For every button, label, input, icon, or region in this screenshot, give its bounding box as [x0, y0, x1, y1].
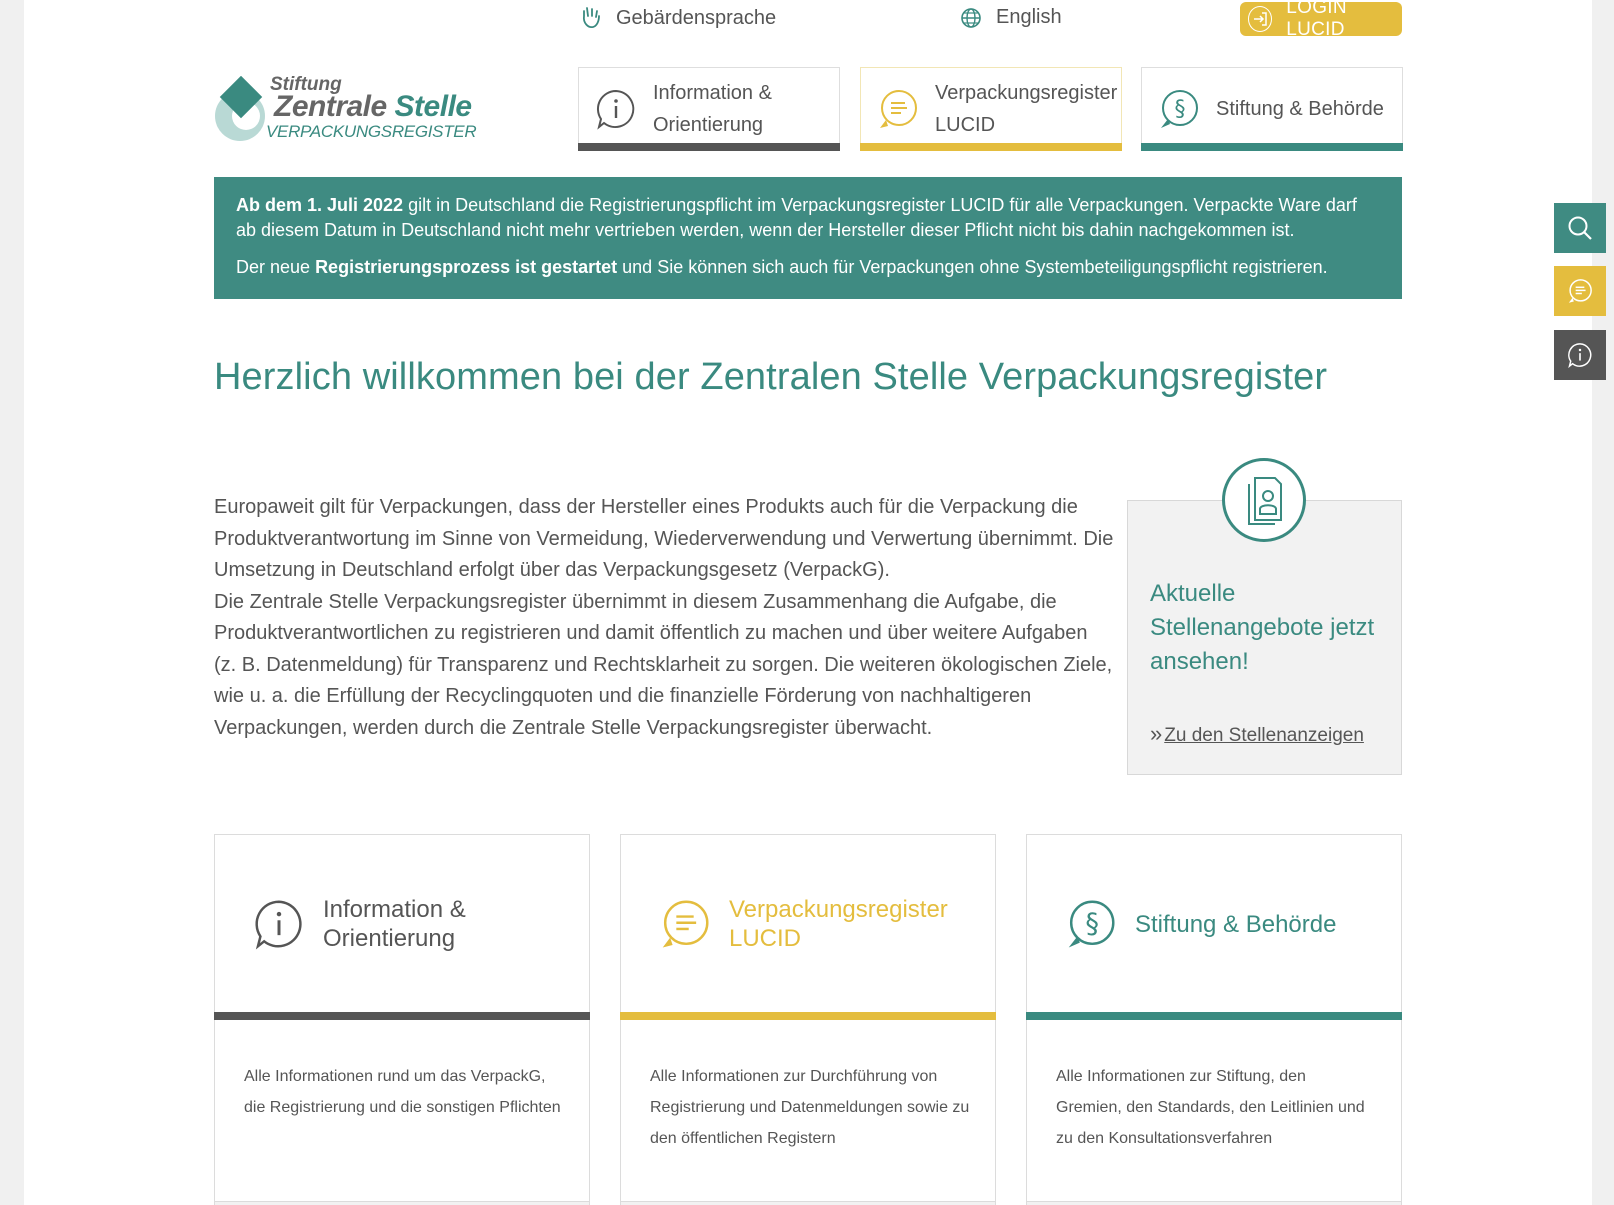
utility-bar: [24, 0, 1592, 40]
card-lucid-head: [621, 835, 995, 1013]
nav-tab-lucid[interactable]: [860, 67, 1122, 151]
login-icon: [1248, 6, 1272, 32]
notice-p1-rest: gilt in Deutschland die Registrierungspflicht im Verpackungsregister LUCID für alle Verpackungen. Verpackte Ware darf ab diesem Datum in Deutschland nicht mehr vertrieben werden, wenn der Hersteller dieser Pflicht nicht bis dahin nachgekommen ist.: [236, 195, 1357, 240]
logo-line3a: VERPACKUNGS: [266, 122, 392, 141]
paragraph-icon: [1065, 898, 1117, 950]
nav-tab-information-label: [653, 77, 772, 141]
card-stiftung[interactable]: [1026, 834, 1402, 1205]
side-search-button[interactable]: [1554, 203, 1606, 253]
globe-icon: [960, 7, 982, 29]
intro-paragraph-2: Die Zentrale Stelle Verpackungsregister übernimmt in diesem Zusammenhang die Aufgabe, die Produktverantwortlichen zu registrieren und damit öffentlich zu machen und über weitere Aufgaben (z. B. Datenmeldung) für Transparenz und Rechtsklarheit zu sorgen. Die weiteren ökologischen Ziele, wie u. a. die Erfüllung der Recyclingquoten und die finanzielle Förderung von nachhaltigeren Verpackungen, werden durch die Zentrale Stelle Verpackungsregister überwacht.: [214, 590, 1113, 739]
nav-tab-stiftung-bar: [1141, 143, 1403, 151]
lucid-icon: [1567, 278, 1593, 304]
card-lucid[interactable]: [620, 834, 996, 1205]
search-icon: [1567, 215, 1593, 241]
logo-line3b: REGISTER: [391, 122, 477, 141]
notice-paragraph-2: [236, 255, 1380, 280]
double-chevron-icon: »: [1150, 721, 1163, 746]
job-badge: [1222, 458, 1306, 542]
card-information-bar: [214, 1012, 590, 1020]
card-stiftung-bar: [1026, 1012, 1402, 1020]
language-label: English: [996, 6, 1062, 28]
language-link[interactable]: [960, 6, 1062, 29]
card-information-title-line2: Orientierung: [323, 925, 456, 952]
card-lucid-title-line2: LUCID: [729, 925, 802, 952]
login-label: LOGIN LUCID: [1286, 0, 1347, 40]
logo-line3: [266, 122, 476, 142]
logo-mark-icon: [214, 76, 274, 142]
logo-line2a: Zentrale: [274, 90, 395, 123]
jobs-link-label: Zu den Stellenanzeigen: [1164, 725, 1364, 746]
card-lucid-desc: Alle Informationen zur Durchführung von Registrierung und Datenmeldungen sowie zu den öffentlichen Registern: [650, 1068, 970, 1147]
lucid-icon: [659, 898, 711, 950]
info-icon: [1567, 342, 1593, 368]
nav-tab-stiftung-label: [1216, 93, 1384, 125]
intro-text: [214, 492, 1114, 744]
card-lucid-foot: [621, 1201, 995, 1205]
registration-notice: [214, 177, 1402, 299]
lucid-icon: [877, 88, 919, 130]
card-information-foot: [215, 1201, 589, 1205]
nav-tab-information-bar: [578, 143, 840, 151]
nav-tab-information-line1: Information &: [653, 82, 772, 104]
side-lucid-button[interactable]: [1554, 266, 1606, 316]
nav-tab-stiftung-line1: Stiftung & Behörde: [1216, 98, 1384, 120]
card-lucid-title-line1: Verpackungsregister: [729, 896, 948, 923]
card-stiftung-title: [1135, 910, 1336, 939]
nav-tab-lucid-line1: Verpackungsregister: [935, 82, 1118, 104]
card-lucid-bar: [620, 1012, 996, 1020]
notice-paragraph-1: [236, 193, 1380, 243]
logo[interactable]: [214, 74, 494, 144]
card-stiftung-head: [1027, 835, 1401, 1013]
intro-paragraph-1: Europaweit gilt für Verpackungen, dass der Hersteller eines Produkts auch für die Verpackung die Produktverantwortung im Sinne von Vermeidung, Wiederverwendung und Verwertung übernimmt. Die Umsetzung in Deutschland erfolgt über das Verpackungsgesetz (VerpackG).: [214, 496, 1114, 581]
card-information-head: [215, 835, 589, 1013]
nav-tab-information-line2: Orientierung: [653, 114, 764, 136]
login-lucid-button[interactable]: [1240, 0, 1402, 40]
notice-p1-bold: Ab dem 1. Juli 2022: [236, 195, 404, 215]
card-stiftung-desc: Alle Informationen zur Stiftung, den Gremien, den Standards, den Leitlinien und zu den Konsultationsverfahren: [1056, 1068, 1365, 1147]
nav-tab-information[interactable]: [578, 67, 840, 151]
page: [24, 0, 1592, 1205]
logo-line2: [274, 90, 472, 124]
card-information-desc: Alle Informationen rund um das VerpackG, die Registrierung und die sonstigen Pflichten: [244, 1068, 561, 1116]
card-stiftung-foot: [1027, 1201, 1401, 1205]
nav-tab-lucid-line2: LUCID: [935, 114, 996, 136]
sign-language-link[interactable]: [580, 6, 776, 30]
nav-tab-stiftung[interactable]: [1141, 67, 1403, 151]
notice-p2-rest: und Sie können sich auch für Verpackungen ohne Systembeteiligungspflicht registrieren.: [617, 257, 1328, 277]
svg-text:§: §: [1174, 97, 1186, 122]
paragraph-icon: [1158, 88, 1200, 130]
nav-tab-lucid-label: [935, 77, 1117, 141]
page-title: Herzlich willkommen bei der Zentralen Stelle Verpackungsregister: [214, 356, 1328, 398]
card-information-title: [323, 895, 466, 953]
hand-icon: [580, 6, 602, 30]
card-information-title-line1: Information &: [323, 896, 466, 923]
svg-text:§: §: [1085, 908, 1100, 940]
document-person-icon: [1241, 474, 1287, 526]
notice-p2-pre: Der neue: [236, 257, 316, 277]
card-stiftung-title-line1: Stiftung & Behörde: [1135, 910, 1337, 938]
jobs-title: Aktuelle Stellenangebote jetzt ansehen!: [1150, 580, 1375, 675]
logo-line2b: Stelle: [394, 90, 472, 123]
card-lucid-title: [729, 895, 948, 953]
sign-language-label: Gebärdensprache: [616, 6, 777, 29]
jobs-link[interactable]: [1150, 721, 1364, 747]
info-icon: [595, 88, 637, 130]
logo-line1: Stiftung: [270, 74, 342, 95]
nav-tab-lucid-bar: [860, 143, 1122, 151]
notice-p2-bold[interactable]: Registrierungsprozess ist gestartet: [315, 257, 618, 277]
info-icon: [253, 898, 305, 950]
card-information[interactable]: [214, 834, 590, 1205]
side-info-button[interactable]: [1554, 330, 1606, 380]
